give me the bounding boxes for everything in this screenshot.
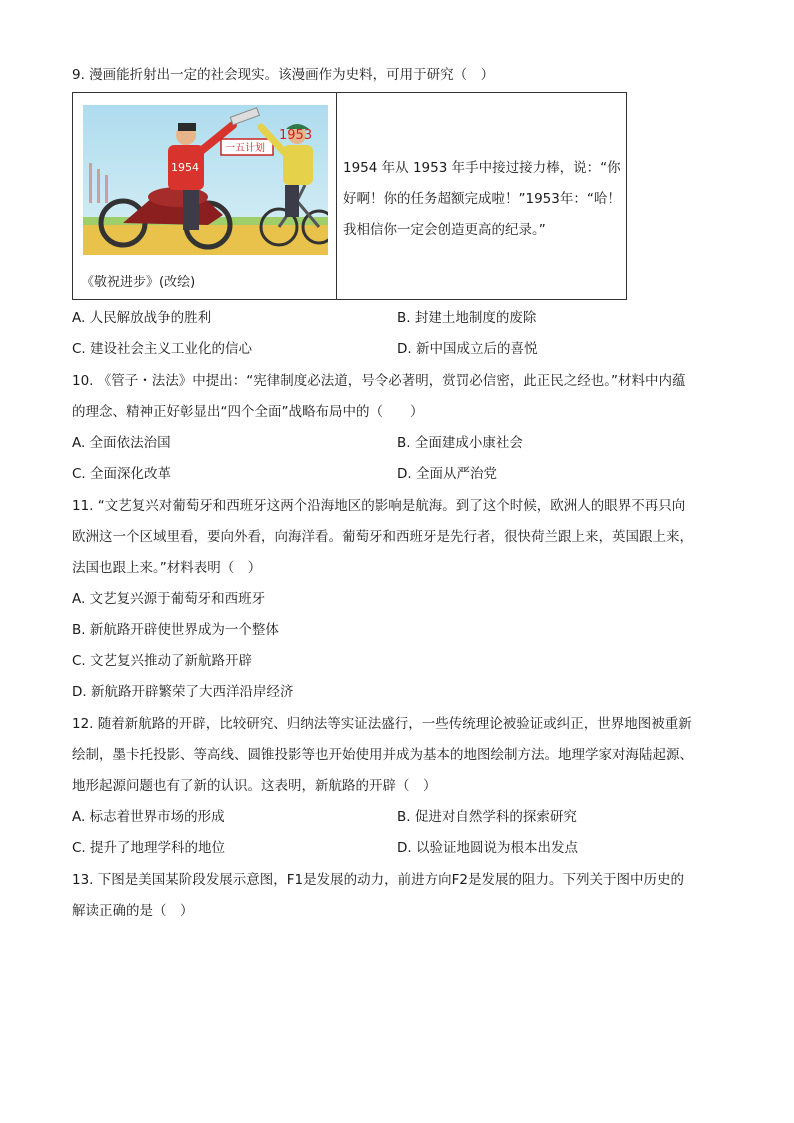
description-line: 我相信你一定会创造更高的纪录。” bbox=[343, 222, 546, 238]
q9-option-a[interactable]: A. 人民解放战争的胜利 bbox=[72, 310, 212, 326]
question-12-line-2: 绘制，墨卡托投影、等高线、圆锥投影等也开始使用并成为基本的地图绘制方法。地理学家对海陆起源、 bbox=[72, 747, 693, 763]
question-12-line-3: 地形起源问题也有了新的认识。这表明，新航路的开辟（ ） bbox=[72, 778, 437, 794]
q12-option-d[interactable]: D. 以验证地圆说为根本出发点 bbox=[397, 840, 578, 856]
question-11-line-3: 法国也跟上来。”材料表明（ ） bbox=[72, 560, 262, 576]
year-1954-label: 1954 bbox=[171, 161, 199, 174]
question-13-line-2: 解读正确的是（ ） bbox=[72, 903, 194, 919]
cartoon-description bbox=[343, 153, 623, 246]
q10-option-c[interactable]: C. 全面深化改革 bbox=[72, 466, 172, 482]
q11-option-c[interactable]: C. 文艺复兴推动了新航路开辟 bbox=[72, 653, 253, 669]
question-13-line-1: 13. 下图是美国某阶段发展示意图，F1是发展的动力，前进方向F2是发展的阻力。下列关于图中历史的 bbox=[72, 872, 684, 888]
q12-option-b[interactable]: B. 促进对自然学科的探索研究 bbox=[397, 809, 577, 825]
q10-option-a[interactable]: A. 全面依法治国 bbox=[72, 435, 171, 451]
cartoon-illustration bbox=[83, 105, 328, 255]
q9-option-b[interactable]: B. 封建土地制度的废除 bbox=[397, 310, 537, 326]
question-10-line-2: 的理念、精神正好彰显出“四个全面”战略布局中的（ ） bbox=[72, 404, 424, 420]
cartoon-image bbox=[83, 105, 328, 255]
question-12-line-1: 12. 随着新航路的开辟，比较研究、归纳法等实证法盛行，一些传统理论被验证或纠正，世界地图被重新 bbox=[72, 716, 692, 732]
q12-option-c[interactable]: C. 提升了地理学科的地位 bbox=[72, 840, 226, 856]
question-9-stem: 9. 漫画能折射出一定的社会现实。该漫画作为史料，可用于研究（ ） bbox=[72, 67, 495, 83]
question-10-line-1: 10. 《管子・法法》中提出：“宪律制度必法道，号令必著明，赏罚必信密，此正民之经也。”材料中内蕴 bbox=[72, 373, 686, 389]
q11-option-a[interactable]: A. 文艺复兴源于葡萄牙和西班牙 bbox=[72, 591, 266, 607]
table-divider bbox=[336, 93, 337, 299]
question-11-line-2: 欧洲这一个区域里看，要向外看，向海洋看。葡萄牙和西班牙是先行者，很快荷兰跟上来，英国跟上来， bbox=[72, 529, 693, 545]
q9-option-c[interactable]: C. 建设社会主义工业化的信心 bbox=[72, 341, 253, 357]
description-line: 好啊！你的任务超额完成啦！”1953年：“哈！ bbox=[343, 191, 621, 207]
question-11-line-1: 11. “文艺复兴对葡萄牙和西班牙这两个沿海地区的影响是航海。到了这个时候，欧洲人的眼界不再只向 bbox=[72, 498, 686, 514]
plan-label: 一五计划 bbox=[225, 143, 265, 154]
question-9-table bbox=[72, 92, 627, 300]
description-line: 1954 年从 1953 年手中接过接力棒，说：“你 bbox=[343, 160, 621, 176]
q11-option-d[interactable]: D. 新航路开辟繁荣了大西洋沿岸经济 bbox=[72, 684, 294, 700]
q9-option-d[interactable]: D. 新中国成立后的喜悦 bbox=[397, 341, 538, 357]
year-1953-label: 1953 bbox=[279, 128, 313, 143]
q12-option-a[interactable]: A. 标志着世界市场的形成 bbox=[72, 809, 225, 825]
q11-option-b[interactable]: B. 新航路开辟使世界成为一个整体 bbox=[72, 622, 279, 638]
cartoon-caption: 《敬祝进步》(改绘) bbox=[81, 275, 196, 290]
q10-option-b[interactable]: B. 全面建成小康社会 bbox=[397, 435, 523, 451]
q10-option-d[interactable]: D. 全面从严治党 bbox=[397, 466, 497, 482]
